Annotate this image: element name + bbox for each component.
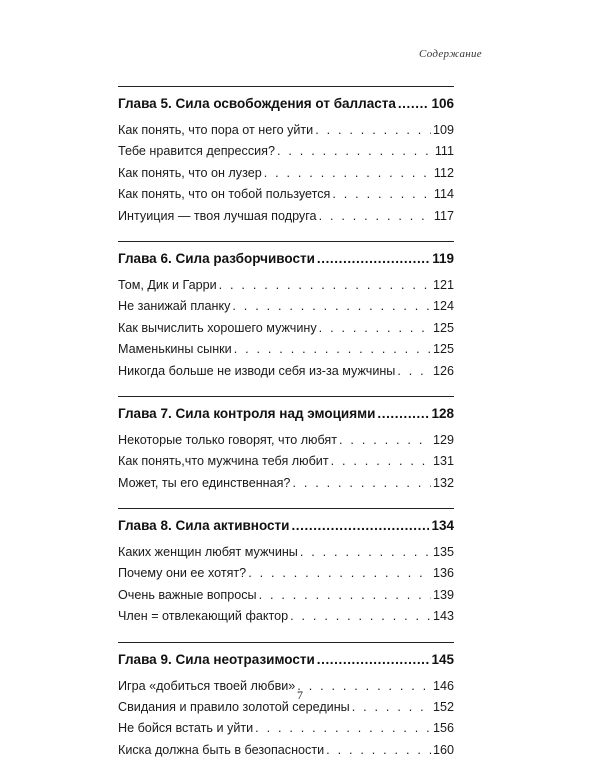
chapter-page-number: 134 — [431, 518, 454, 534]
dot-leader — [339, 430, 431, 451]
dot-leader — [319, 318, 431, 339]
dot-leader — [398, 94, 430, 114]
entry-title: Как понять, что пора от него уйти — [118, 123, 314, 137]
dot-leader — [277, 141, 433, 162]
toc-entry — [118, 296, 454, 317]
entry-page-number: 125 — [432, 320, 454, 335]
chapter-title: Глава 8. Сила активности — [118, 518, 290, 534]
entry-page-number: 121 — [432, 277, 454, 292]
entry-title: Как понять, что он лузер — [118, 165, 262, 180]
chapter-rule — [118, 642, 454, 643]
chapter-page-number: 106 — [431, 96, 454, 111]
running-head: Содержание — [418, 48, 482, 60]
entry-title: Свидания и правило золотой середины — [118, 700, 350, 715]
entry-title: Как понять, что он тобой пользуется — [118, 187, 331, 202]
entry-page-number: 135 — [432, 545, 454, 560]
dot-leader — [315, 120, 431, 141]
chapter-heading — [118, 650, 454, 670]
entry-title: Не занижай планку — [118, 299, 231, 314]
page-number: 7 — [297, 688, 303, 702]
entry-title: Может, ты его единственная? — [118, 475, 291, 490]
dot-leader — [397, 361, 431, 382]
dot-leader — [234, 339, 431, 360]
dot-leader — [219, 275, 431, 296]
chapter-rule — [118, 508, 454, 509]
chapter-rule — [118, 241, 454, 242]
table-of-contents — [118, 86, 454, 761]
entry-page-number: 109 — [432, 123, 454, 137]
dot-leader — [317, 249, 430, 269]
toc-entry — [118, 318, 454, 339]
chapter-7 — [118, 396, 454, 494]
chapter-page-number: 128 — [431, 405, 454, 421]
toc-entry — [118, 563, 454, 584]
entry-title: Не бойся встать и уйти — [118, 721, 254, 736]
entry-page-number: 117 — [433, 208, 454, 223]
toc-entry — [118, 275, 454, 296]
entry-page-number: 112 — [433, 165, 454, 180]
dot-leader — [326, 740, 431, 761]
entry-title: Почему они ее хотят? — [118, 566, 247, 581]
entry-title: Очень важные вопросы — [118, 587, 257, 602]
entry-page-number: 124 — [432, 299, 454, 314]
toc-entry — [118, 430, 454, 451]
entry-page-number: 139 — [432, 587, 454, 602]
chapter-heading — [118, 94, 454, 114]
chapter-title: Глава 5. Сила освобождения от балласта — [118, 96, 396, 111]
toc-entry — [118, 473, 454, 494]
dot-leader — [319, 206, 432, 227]
toc-entry — [118, 542, 454, 563]
chapter-8 — [118, 508, 454, 628]
dot-leader — [259, 585, 431, 606]
entry-title: Никогда больше не изводи себя из-за мужчины — [118, 363, 396, 378]
chapter-5 — [118, 86, 454, 227]
toc-entry — [118, 585, 454, 606]
entry-page-number: 160 — [432, 742, 454, 757]
entry-page-number: 146 — [432, 678, 454, 693]
entry-page-number: 126 — [432, 363, 454, 378]
dot-leader — [332, 184, 432, 205]
chapter-title: Глава 7. Сила контроля над эмоциями — [118, 405, 376, 421]
entry-title: Киска должна быть в безопасности — [118, 742, 325, 757]
dot-leader — [232, 296, 431, 317]
toc-entry — [118, 740, 454, 761]
entry-page-number: 114 — [433, 187, 454, 202]
entry-title: Член = отвлекающий фактор — [118, 609, 289, 624]
entry-page-number: 132 — [432, 475, 454, 490]
chapter-rule — [118, 396, 454, 397]
chapter-heading — [118, 516, 454, 536]
entry-page-number: 143 — [432, 609, 454, 624]
dot-leader — [292, 473, 431, 494]
entry-title: Как понять,что мужчина тебя любит — [118, 454, 329, 469]
toc-entry — [118, 361, 454, 382]
chapter-rule — [118, 86, 454, 87]
dot-leader — [377, 404, 429, 424]
toc-entry — [118, 184, 454, 205]
entry-page-number: 129 — [432, 432, 454, 447]
dot-leader — [331, 451, 431, 472]
entry-title: Том, Дик и Гарри — [118, 277, 217, 292]
chapter-heading — [118, 404, 454, 424]
dot-leader — [300, 542, 431, 563]
entry-title: Как вычислить хорошего мужчину — [118, 320, 317, 335]
entry-page-number: 136 — [432, 566, 454, 581]
toc-entry — [118, 606, 454, 627]
toc-entry — [118, 163, 454, 184]
toc-entry — [118, 339, 454, 360]
chapter-title: Глава 9. Сила неотразимости — [118, 651, 315, 667]
dot-leader — [264, 163, 432, 184]
entry-title: Маменькины сынки — [118, 342, 232, 357]
chapter-title: Глава 6. Сила разборчивости — [118, 250, 315, 266]
entry-title: Интуиция — твоя лучшая подруга — [118, 208, 317, 223]
entry-title: Каких женщин любят мужчины — [118, 545, 298, 560]
dot-leader — [255, 718, 431, 739]
chapter-heading — [118, 249, 454, 269]
chapter-page-number: 119 — [432, 250, 454, 266]
entry-title: Игра «добиться твоей любви» — [118, 678, 296, 693]
chapter-6 — [118, 241, 454, 382]
toc-entry — [118, 718, 454, 739]
entry-page-number: 125 — [432, 342, 454, 357]
entry-page-number: 156 — [432, 721, 454, 736]
chapter-page-number: 145 — [431, 651, 454, 667]
dot-leader — [248, 563, 431, 584]
entry-title: Некоторые только говорят, что любят — [118, 432, 338, 447]
entry-title: Тебе нравится депрессия? — [118, 144, 275, 159]
toc-entry — [118, 206, 454, 227]
entry-page-number: 131 — [432, 454, 454, 469]
toc-entry — [118, 451, 454, 472]
dot-leader — [291, 516, 429, 536]
toc-entry — [118, 120, 454, 141]
toc-entry — [118, 141, 454, 162]
entry-page-number: 152 — [432, 700, 454, 715]
dot-leader — [317, 650, 430, 670]
dot-leader — [290, 606, 431, 627]
entry-page-number: 111 — [434, 144, 454, 159]
